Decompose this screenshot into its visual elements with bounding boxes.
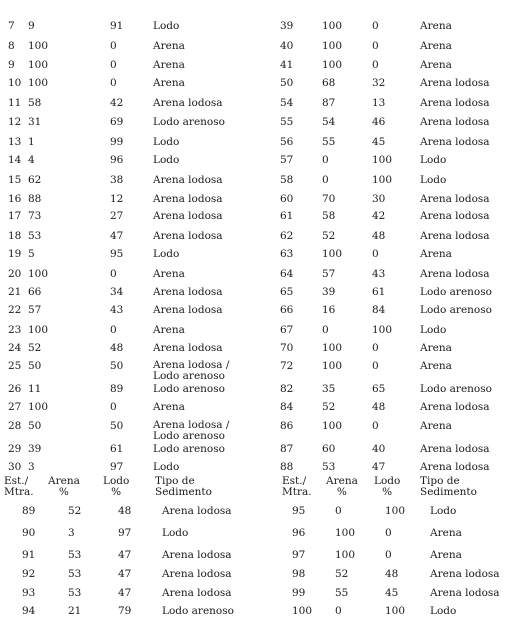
cell-est: 98	[292, 568, 306, 580]
cell-est: 72	[280, 360, 294, 372]
cell-arena: 50	[28, 360, 42, 372]
cell-est: 13	[8, 136, 22, 148]
cell-arena: 4	[28, 154, 35, 166]
cell-est: 58	[280, 174, 294, 186]
cell-est: 26	[8, 383, 22, 395]
cell-lodo: 97	[118, 527, 132, 539]
cell-tipo: Lodo	[162, 527, 189, 539]
cell-est: 9	[8, 59, 15, 71]
header-tipo-left: Tipo de Sedimento	[155, 475, 212, 498]
cell-arena: 52	[68, 505, 82, 517]
cell-tipo: Lodo	[153, 136, 180, 148]
cell-est: 65	[280, 286, 294, 298]
header-arena-right: Arena %	[326, 475, 358, 498]
cell-arena: 100	[322, 248, 343, 260]
cell-tipo: Arena lodosa / Lodo arenoso	[153, 419, 230, 442]
cell-est: 94	[22, 605, 36, 617]
cell-lodo: 0	[110, 401, 117, 413]
cell-lodo: 97	[110, 461, 124, 473]
cell-lodo: 84	[372, 304, 386, 316]
cell-arena: 53	[68, 549, 82, 561]
cell-arena: 100	[322, 40, 343, 52]
cell-tipo: Arena lodosa	[162, 505, 232, 517]
cell-tipo: Lodo	[153, 248, 180, 260]
cell-est: 89	[22, 505, 36, 517]
cell-tipo: Lodo	[420, 174, 447, 186]
cell-arena: 100	[28, 324, 49, 336]
cell-est: 11	[8, 97, 22, 109]
cell-lodo: 0	[372, 360, 379, 372]
cell-est: 18	[8, 230, 22, 242]
cell-arena: 9	[28, 20, 35, 32]
cell-lodo: 0	[110, 40, 117, 52]
cell-lodo: 61	[372, 286, 386, 298]
cell-arena: 100	[335, 549, 356, 561]
cell-tipo: Lodo arenoso	[420, 383, 492, 395]
cell-est: 12	[8, 116, 22, 128]
cell-arena: 57	[322, 268, 336, 280]
cell-arena: 60	[322, 443, 336, 455]
cell-tipo: Arena	[420, 420, 452, 432]
header-lodo-left: Lodo %	[103, 475, 130, 498]
cell-est: 25	[8, 360, 22, 372]
cell-tipo: Lodo	[420, 324, 447, 336]
cell-tipo: Arena lodosa	[430, 587, 500, 599]
cell-est: 20	[8, 268, 22, 280]
cell-arena: 0	[322, 324, 329, 336]
cell-est: 21	[8, 286, 22, 298]
cell-tipo: Arena lodosa	[153, 230, 223, 242]
cell-lodo: 47	[118, 549, 132, 561]
cell-arena: 52	[322, 230, 336, 242]
cell-est: 8	[8, 40, 15, 52]
cell-lodo: 0	[110, 59, 117, 71]
cell-est: 41	[280, 59, 294, 71]
cell-arena: 35	[322, 383, 336, 395]
cell-lodo: 61	[110, 443, 124, 455]
cell-tipo: Arena lodosa	[153, 193, 223, 205]
cell-tipo: Arena lodosa	[420, 401, 490, 413]
cell-lodo: 95	[110, 248, 124, 260]
cell-est: 97	[292, 549, 306, 561]
header-tipo-right: Tipo de Sedimento	[420, 475, 477, 498]
cell-arena: 100	[322, 59, 343, 71]
cell-est: 39	[280, 20, 294, 32]
cell-arena: 39	[322, 286, 336, 298]
cell-tipo: Lodo	[430, 505, 457, 517]
cell-lodo: 48	[385, 568, 399, 580]
cell-tipo: Arena	[430, 549, 462, 561]
cell-tipo: Arena lodosa	[420, 230, 490, 242]
cell-lodo: 46	[372, 116, 386, 128]
cell-arena: 5	[28, 248, 35, 260]
cell-est: 14	[8, 154, 22, 166]
cell-lodo: 45	[372, 136, 386, 148]
cell-lodo: 50	[110, 420, 124, 432]
cell-est: 16	[8, 193, 22, 205]
cell-tipo: Arena	[153, 268, 185, 280]
cell-est: 54	[280, 97, 294, 109]
cell-est: 70	[280, 342, 294, 354]
cell-tipo: Arena lodosa	[153, 210, 223, 222]
cell-tipo: Arena lodosa / Lodo arenoso	[153, 359, 230, 382]
cell-arena: 87	[322, 97, 336, 109]
cell-arena: 88	[28, 193, 42, 205]
cell-est: 86	[280, 420, 294, 432]
cell-lodo: 65	[372, 383, 386, 395]
cell-tipo: Lodo	[153, 154, 180, 166]
cell-est: 88	[280, 461, 294, 473]
cell-arena: 100	[322, 360, 343, 372]
cell-tipo: Arena lodosa	[420, 210, 490, 222]
cell-lodo: 43	[372, 268, 386, 280]
cell-tipo: Arena lodosa	[420, 136, 490, 148]
cell-est: 27	[8, 401, 22, 413]
cell-tipo: Arena	[153, 77, 185, 89]
cell-lodo: 47	[118, 587, 132, 599]
cell-tipo: Arena lodosa	[430, 568, 500, 580]
cell-lodo: 100	[372, 324, 393, 336]
cell-est: 92	[22, 568, 36, 580]
cell-arena: 52	[322, 401, 336, 413]
cell-tipo: Lodo	[420, 154, 447, 166]
cell-tipo: Arena lodosa	[420, 268, 490, 280]
cell-lodo: 42	[372, 210, 386, 222]
cell-est: 95	[292, 505, 306, 517]
cell-tipo: Arena lodosa	[420, 461, 490, 473]
cell-lodo: 12	[110, 193, 124, 205]
cell-arena: 57	[28, 304, 42, 316]
cell-lodo: 0	[110, 268, 117, 280]
cell-est: 57	[280, 154, 294, 166]
cell-lodo: 0	[110, 77, 117, 89]
cell-est: 30	[8, 461, 22, 473]
cell-est: 55	[280, 116, 294, 128]
cell-lodo: 79	[118, 605, 132, 617]
cell-lodo: 48	[110, 342, 124, 354]
cell-tipo: Arena	[420, 59, 452, 71]
cell-lodo: 42	[110, 97, 124, 109]
cell-est: 29	[8, 443, 22, 455]
cell-lodo: 27	[110, 210, 124, 222]
cell-lodo: 0	[372, 59, 379, 71]
cell-est: 87	[280, 443, 294, 455]
cell-lodo: 47	[110, 230, 124, 242]
cell-tipo: Arena lodosa	[162, 587, 232, 599]
cell-est: 10	[8, 77, 22, 89]
cell-lodo: 38	[110, 174, 124, 186]
cell-lodo: 69	[110, 116, 124, 128]
cell-lodo: 91	[110, 20, 124, 32]
cell-est: 62	[280, 230, 294, 242]
cell-arena: 73	[28, 210, 42, 222]
cell-lodo: 89	[110, 383, 124, 395]
header-est-right: Est./ Mtra.	[282, 475, 312, 498]
cell-tipo: Arena lodosa	[420, 97, 490, 109]
header-lodo-right: Lodo %	[374, 475, 401, 498]
cell-est: 63	[280, 248, 294, 260]
cell-lodo: 100	[385, 505, 406, 517]
cell-arena: 0	[335, 605, 342, 617]
cell-arena: 100	[322, 420, 343, 432]
cell-est: 96	[292, 527, 306, 539]
cell-tipo: Arena	[420, 20, 452, 32]
cell-lodo: 0	[372, 248, 379, 260]
cell-tipo: Arena lodosa	[153, 342, 223, 354]
cell-tipo: Arena lodosa	[162, 549, 232, 561]
cell-arena: 50	[28, 420, 42, 432]
cell-est: 64	[280, 268, 294, 280]
cell-est: 24	[8, 342, 22, 354]
cell-tipo: Arena	[420, 342, 452, 354]
cell-lodo: 50	[110, 360, 124, 372]
cell-lodo: 45	[385, 587, 399, 599]
cell-tipo: Arena lodosa	[153, 304, 223, 316]
cell-tipo: Arena	[430, 527, 462, 539]
cell-est: 90	[22, 527, 36, 539]
cell-arena: 100	[322, 342, 343, 354]
cell-arena: 58	[322, 210, 336, 222]
cell-arena: 16	[322, 304, 336, 316]
cell-arena: 1	[28, 136, 35, 148]
cell-tipo: Arena lodosa	[420, 77, 490, 89]
cell-lodo: 0	[110, 324, 117, 336]
cell-tipo: Lodo	[430, 605, 457, 617]
cell-tipo: Arena	[420, 360, 452, 372]
cell-arena: 3	[28, 461, 35, 473]
cell-lodo: 47	[372, 461, 386, 473]
cell-arena: 0	[322, 154, 329, 166]
cell-est: 7	[8, 20, 15, 32]
cell-tipo: Arena	[153, 324, 185, 336]
cell-arena: 62	[28, 174, 42, 186]
cell-arena: 53	[68, 568, 82, 580]
cell-lodo: 47	[118, 568, 132, 580]
cell-arena: 11	[28, 383, 42, 395]
cell-est: 23	[8, 324, 22, 336]
cell-lodo: 43	[110, 304, 124, 316]
cell-arena: 39	[28, 443, 42, 455]
cell-tipo: Arena lodosa	[153, 174, 223, 186]
cell-arena: 55	[335, 587, 349, 599]
cell-lodo: 30	[372, 193, 386, 205]
cell-lodo: 48	[118, 505, 132, 517]
cell-tipo: Arena	[420, 40, 452, 52]
cell-arena: 100	[28, 59, 49, 71]
cell-tipo: Lodo arenoso	[153, 116, 225, 128]
cell-tipo: Arena lodosa	[420, 443, 490, 455]
cell-est: 61	[280, 210, 294, 222]
cell-arena: 0	[322, 174, 329, 186]
cell-arena: 100	[335, 527, 356, 539]
cell-tipo: Lodo arenoso	[162, 605, 234, 617]
cell-arena: 100	[322, 20, 343, 32]
cell-lodo: 48	[372, 401, 386, 413]
cell-est: 60	[280, 193, 294, 205]
cell-est: 93	[22, 587, 36, 599]
cell-lodo: 0	[372, 40, 379, 52]
cell-lodo: 0	[372, 20, 379, 32]
cell-arena: 66	[28, 286, 42, 298]
cell-est: 17	[8, 210, 22, 222]
cell-est: 15	[8, 174, 22, 186]
cell-tipo: Arena	[153, 59, 185, 71]
cell-tipo: Lodo arenoso	[420, 286, 492, 298]
cell-est: 91	[22, 549, 36, 561]
cell-arena: 68	[322, 77, 336, 89]
cell-lodo: 34	[110, 286, 124, 298]
cell-arena: 58	[28, 97, 42, 109]
cell-lodo: 100	[385, 605, 406, 617]
cell-tipo: Lodo arenoso	[153, 383, 225, 395]
cell-lodo: 40	[372, 443, 386, 455]
cell-est: 50	[280, 77, 294, 89]
cell-est: 67	[280, 324, 294, 336]
cell-tipo: Arena lodosa	[153, 286, 223, 298]
cell-arena: 53	[28, 230, 42, 242]
cell-tipo: Arena lodosa	[162, 568, 232, 580]
cell-arena: 100	[28, 268, 49, 280]
cell-arena: 52	[28, 342, 42, 354]
cell-lodo: 0	[385, 527, 392, 539]
cell-arena: 54	[322, 116, 336, 128]
cell-tipo: Arena	[153, 401, 185, 413]
cell-arena: 0	[335, 505, 342, 517]
cell-est: 22	[8, 304, 22, 316]
cell-est: 40	[280, 40, 294, 52]
cell-lodo: 0	[385, 549, 392, 561]
cell-lodo: 99	[110, 136, 124, 148]
cell-tipo: Arena lodosa	[153, 97, 223, 109]
cell-lodo: 100	[372, 174, 393, 186]
cell-est: 100	[292, 605, 313, 617]
cell-arena: 55	[322, 136, 336, 148]
cell-tipo: Arena lodosa	[420, 193, 490, 205]
cell-tipo: Lodo arenoso	[153, 443, 225, 455]
cell-lodo: 48	[372, 230, 386, 242]
cell-lodo: 13	[372, 97, 386, 109]
cell-tipo: Arena	[153, 40, 185, 52]
cell-est: 82	[280, 383, 294, 395]
cell-est: 99	[292, 587, 306, 599]
cell-arena: 100	[28, 401, 49, 413]
cell-lodo: 32	[372, 77, 386, 89]
cell-lodo: 0	[372, 342, 379, 354]
cell-tipo: Arena lodosa	[420, 116, 490, 128]
cell-arena: 21	[68, 605, 82, 617]
cell-arena: 53	[68, 587, 82, 599]
cell-est: 28	[8, 420, 22, 432]
cell-arena: 52	[335, 568, 349, 580]
cell-est: 56	[280, 136, 294, 148]
cell-est: 84	[280, 401, 294, 413]
cell-tipo: Lodo	[153, 461, 180, 473]
cell-arena: 100	[28, 40, 49, 52]
cell-arena: 70	[322, 193, 336, 205]
cell-arena: 53	[322, 461, 336, 473]
cell-est: 19	[8, 248, 22, 260]
header-est-left: Est./ Mtra.	[4, 475, 34, 498]
cell-lodo: 0	[372, 420, 379, 432]
cell-tipo: Lodo arenoso	[420, 304, 492, 316]
cell-lodo: 100	[372, 154, 393, 166]
cell-est: 66	[280, 304, 294, 316]
cell-lodo: 96	[110, 154, 124, 166]
cell-tipo: Arena	[420, 248, 452, 260]
header-arena-left: Arena %	[48, 475, 80, 498]
cell-tipo: Lodo	[153, 20, 180, 32]
cell-arena: 100	[28, 77, 49, 89]
cell-arena: 31	[28, 116, 42, 128]
cell-arena: 3	[68, 527, 75, 539]
